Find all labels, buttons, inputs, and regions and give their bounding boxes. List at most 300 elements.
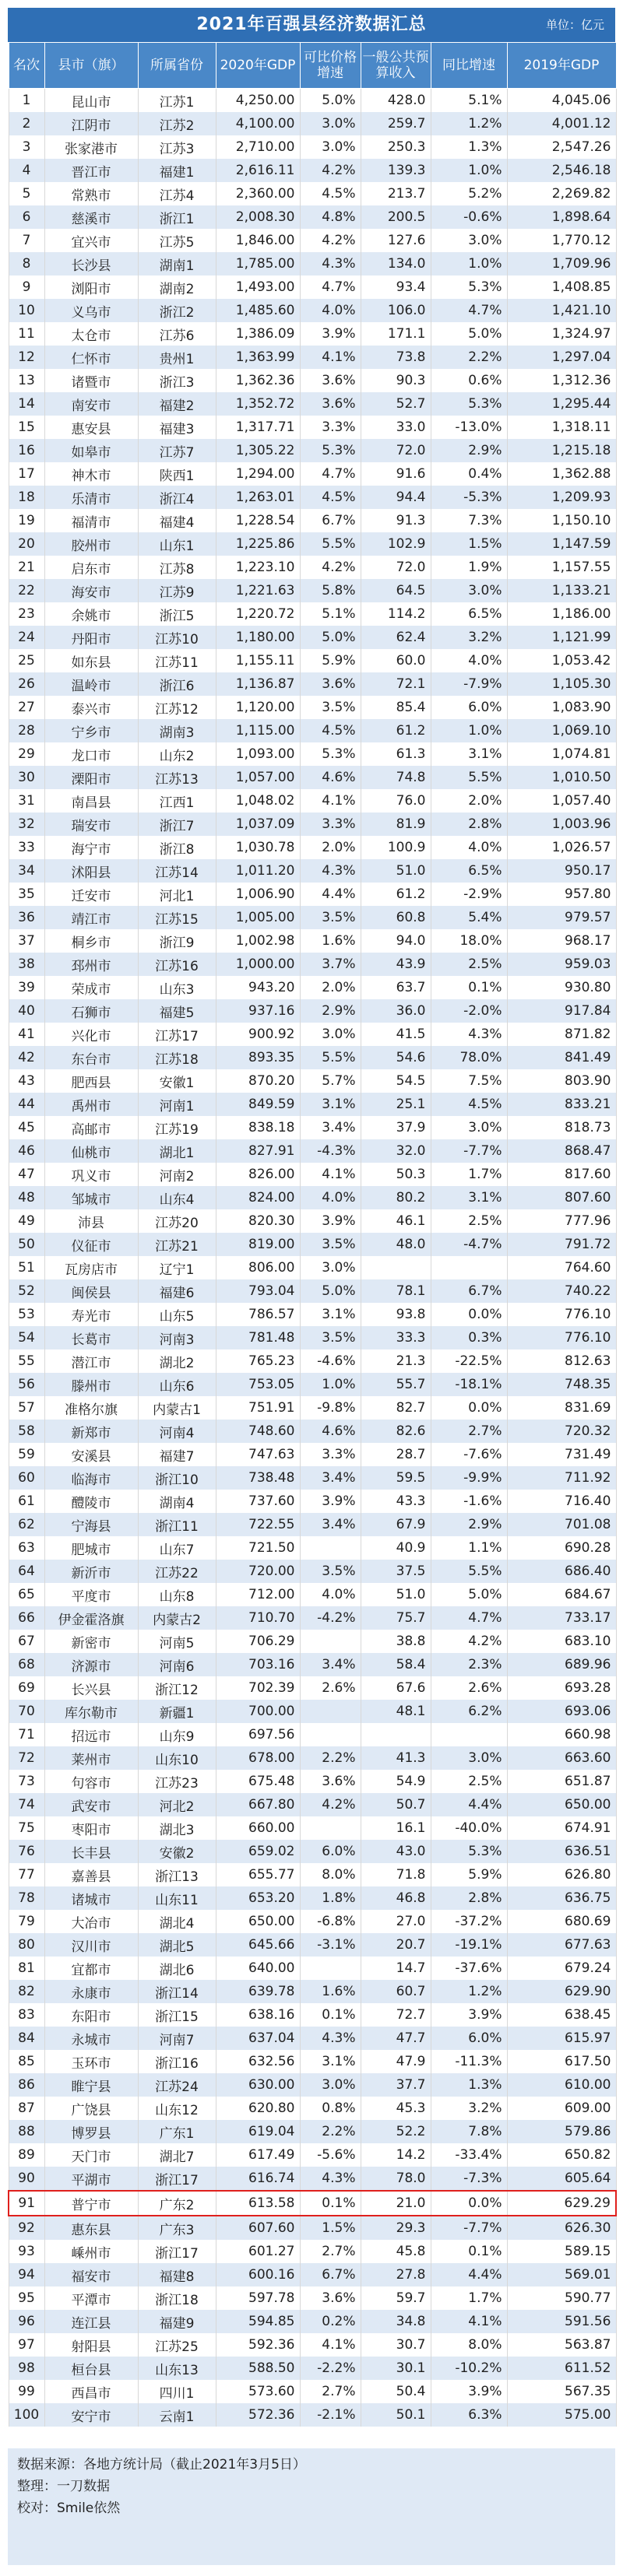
cell-gdp-2020: 592.36 [216,2333,300,2357]
cell-county: 安宁市 [44,2403,138,2427]
cell-county: 枣阳市 [44,1816,138,1840]
cell-revenue-yoy: 0.4% [431,462,507,486]
cell-comparable-growth: 4.5% [300,719,361,742]
cell-rank: 80 [9,1933,44,1957]
cell-gdp-2020: 645.66 [216,1933,300,1957]
cell-revenue-yoy: -19.1% [431,1933,507,1957]
cell-budget-revenue: 55.7 [361,1373,431,1396]
cell-gdp-2020: 1,120.00 [216,696,300,719]
table-row [9,509,616,532]
cell-revenue-yoy: 4.4% [431,2263,507,2286]
cell-gdp-2020: 632.56 [216,2050,300,2073]
table-row [9,649,616,672]
cell-revenue-yoy: 3.9% [431,2380,507,2403]
cell-rank: 35 [9,883,44,906]
table-row [9,1676,616,1700]
cell-province: 浙江14 [138,1980,216,2003]
cell-county: 寿光市 [44,1303,138,1326]
cell-revenue-yoy: 2.9% [431,1513,507,1536]
cell-revenue-yoy: 5.0% [431,1583,507,1606]
cell-county: 醴陵市 [44,1490,138,1513]
cell-rank: 53 [9,1303,44,1326]
cell-comparable-growth: 2.2% [300,2120,361,2143]
cell-county: 仁怀市 [44,346,138,369]
table-row [9,1723,616,1746]
cell-rank: 59 [9,1443,44,1466]
cell-province: 福建7 [138,1443,216,1466]
table-row [9,1163,616,1186]
table-row [9,2263,616,2286]
cell-gdp-2020: 900.92 [216,1023,300,1046]
table-row [9,252,616,275]
cell-revenue-yoy: 2.7% [431,1420,507,1443]
cell-budget-revenue: 37.5 [361,1560,431,1583]
cell-gdp-2019: 701.08 [507,1513,616,1536]
cell-county: 迁安市 [44,883,138,906]
cell-gdp-2019: 693.28 [507,1676,616,1700]
cell-budget-revenue: 41.5 [361,1023,431,1046]
table-row [9,1046,616,1069]
cell-gdp-2019: 638.45 [507,2003,616,2027]
cell-rank: 54 [9,1326,44,1349]
cell-revenue-yoy: 3.0% [431,229,507,252]
cell-gdp-2020: 1,294.00 [216,462,300,486]
cell-rank: 85 [9,2050,44,2073]
cell-gdp-2020: 738.48 [216,1466,300,1490]
cell-revenue-yoy: 3.2% [431,2097,507,2120]
cell-revenue-yoy: -10.2% [431,2357,507,2380]
cell-province: 安徽1 [138,1069,216,1093]
cell-gdp-2020: 1,057.00 [216,766,300,789]
table-row [9,719,616,742]
cell-province: 浙江15 [138,2003,216,2027]
table-row [9,1513,616,1536]
cell-budget-revenue: 27.0 [361,1910,431,1933]
cell-rank: 75 [9,1816,44,1840]
cell-gdp-2020: 786.57 [216,1303,300,1326]
cell-gdp-2019: 590.77 [507,2286,616,2310]
cell-province: 江苏9 [138,579,216,602]
cell-province: 山东12 [138,2097,216,2120]
cell-gdp-2020: 620.80 [216,2097,300,2120]
cell-comparable-growth: -5.6% [300,2143,361,2167]
col-county-header: 县市（旗） [44,43,138,89]
cell-province: 湖南3 [138,719,216,742]
cell-comparable-growth: 3.9% [300,1209,361,1233]
cell-budget-revenue: 47.9 [361,2050,431,2073]
cell-gdp-2019: 1,186.00 [507,602,616,626]
cell-comparable-growth: 4.2% [300,1793,361,1816]
cell-gdp-2019: 1,312.36 [507,369,616,392]
cell-comparable-growth: 2.7% [300,2240,361,2263]
cell-comparable-growth: 1.0% [300,1373,361,1396]
cell-province: 江苏15 [138,906,216,929]
cell-gdp-2019: 626.30 [507,2216,616,2240]
cell-comparable-growth: 4.0% [300,1186,361,1209]
col-gdp2020-header: 2020年GDP [216,43,300,89]
cell-rank: 66 [9,1606,44,1630]
cell-rank: 83 [9,2003,44,2027]
cell-gdp-2019: 748.35 [507,1373,616,1396]
cell-county: 邳州市 [44,953,138,976]
cell-gdp-2020: 722.55 [216,1513,300,1536]
cell-rank: 33 [9,836,44,859]
table-row [9,1069,616,1093]
cell-revenue-yoy: 2.8% [431,1886,507,1910]
cell-gdp-2020: 637.04 [216,2027,300,2050]
cell-province: 浙江6 [138,672,216,696]
table-row [9,626,616,649]
cell-budget-revenue: 82.6 [361,1420,431,1443]
cell-comparable-growth: 3.4% [300,1653,361,1676]
cell-gdp-2019: 629.29 [507,2191,616,2216]
cell-revenue-yoy: 6.0% [431,696,507,719]
cell-revenue-yoy: -1.6% [431,1490,507,1513]
cell-county: 泰兴市 [44,696,138,719]
cell-rank: 1 [9,89,44,113]
table-row [9,369,616,392]
cell-province: 浙江2 [138,299,216,322]
cell-gdp-2019: 833.21 [507,1093,616,1116]
cell-province: 福建6 [138,1279,216,1303]
cell-gdp-2020: 4,250.00 [216,89,300,113]
cell-gdp-2020: 1,136.87 [216,672,300,696]
cell-rank: 44 [9,1093,44,1116]
cell-gdp-2020: 653.20 [216,1886,300,1910]
cell-gdp-2019: 917.84 [507,999,616,1023]
cell-comparable-growth: 0.8% [300,2097,361,2120]
cell-rank: 71 [9,1723,44,1746]
cell-budget-revenue: 72.7 [361,2003,431,2027]
cell-province: 山东8 [138,1583,216,1606]
cell-gdp-2020: 781.48 [216,1326,300,1349]
cell-comparable-growth: 5.0% [300,626,361,649]
cell-revenue-yoy: 0.6% [431,369,507,392]
cell-budget-revenue: 60.8 [361,906,431,929]
cell-county: 准格尔旗 [44,1396,138,1420]
cell-gdp-2020: 1,220.72 [216,602,300,626]
cell-rank: 42 [9,1046,44,1069]
cell-province: 江苏20 [138,1209,216,1233]
cell-comparable-growth: 3.5% [300,696,361,719]
table-row [9,1746,616,1770]
cell-province: 浙江5 [138,602,216,626]
cell-rank: 48 [9,1186,44,1209]
cell-rank: 96 [9,2310,44,2333]
cell-province: 江苏21 [138,1233,216,1256]
cell-comparable-growth: 0.1% [300,2191,361,2216]
cell-rank: 31 [9,789,44,812]
table-row [9,346,616,369]
cell-gdp-2020: 1,030.78 [216,836,300,859]
cell-rank: 78 [9,1886,44,1910]
cell-province: 贵州1 [138,346,216,369]
cell-rank: 29 [9,742,44,766]
cell-gdp-2019: 1,209.93 [507,486,616,509]
table-row [9,2310,616,2333]
col-yoy-header: 同比增速 [431,43,507,89]
cell-province: 江西1 [138,789,216,812]
cell-county: 高邮市 [44,1116,138,1139]
cell-rank: 24 [9,626,44,649]
cell-gdp-2019: 1,421.10 [507,299,616,322]
cell-comparable-growth: -6.8% [300,1910,361,1933]
cell-county: 瑞安市 [44,812,138,836]
col-revenue-header: 一般公共预算收入 [361,43,431,89]
cell-rank: 27 [9,696,44,719]
cell-budget-revenue: 81.9 [361,812,431,836]
cell-gdp-2020: 601.27 [216,2240,300,2263]
cell-budget-revenue: 71.8 [361,1863,431,1886]
cell-comparable-growth: 3.1% [300,1303,361,1326]
cell-revenue-yoy: -5.3% [431,486,507,509]
cell-county: 武安市 [44,1793,138,1816]
cell-comparable-growth: 4.6% [300,766,361,789]
cell-gdp-2020: 600.16 [216,2263,300,2286]
cell-revenue-yoy: 5.5% [431,766,507,789]
table-row [9,1793,616,1816]
cell-county: 招远市 [44,1723,138,1746]
cell-budget-revenue: 72.1 [361,672,431,696]
cell-gdp-2019: 605.64 [507,2167,616,2191]
cell-gdp-2019: 629.90 [507,1980,616,2003]
cell-budget-revenue: 50.3 [361,1163,431,1186]
cell-gdp-2020: 697.56 [216,1723,300,1746]
cell-budget-revenue: 47.7 [361,2027,431,2050]
cell-revenue-yoy: -37.6% [431,1957,507,1980]
cell-budget-revenue: 61.3 [361,742,431,766]
cell-comparable-growth: 4.1% [300,1163,361,1186]
table-row [9,1466,616,1490]
cell-gdp-2020: 638.16 [216,2003,300,2027]
table-row [9,1023,616,1046]
cell-budget-revenue: 82.7 [361,1396,431,1420]
cell-county: 兴化市 [44,1023,138,1046]
cell-budget-revenue: 14.2 [361,2143,431,2167]
cell-rank: 81 [9,1957,44,1980]
cell-revenue-yoy: -7.7% [431,2216,507,2240]
cell-county: 库尔勒市 [44,1700,138,1723]
cell-gdp-2020: 1,006.90 [216,883,300,906]
cell-rank: 2 [9,112,44,135]
cell-budget-revenue: 33.3 [361,1326,431,1349]
cell-budget-revenue: 91.3 [361,509,431,532]
cell-revenue-yoy: 6.2% [431,1700,507,1723]
cell-province: 云南1 [138,2403,216,2427]
cell-province: 湖北5 [138,1933,216,1957]
cell-gdp-2019: 680.69 [507,1910,616,1933]
table-row [9,2097,616,2120]
cell-rank: 49 [9,1209,44,1233]
cell-county: 广饶县 [44,2097,138,2120]
cell-budget-revenue: 74.8 [361,766,431,789]
cell-comparable-growth: 4.0% [300,299,361,322]
cell-rank: 30 [9,766,44,789]
cell-county: 仪征市 [44,1233,138,1256]
cell-comparable-growth: 4.8% [300,205,361,229]
cell-province: 山东7 [138,1536,216,1560]
cell-comparable-growth: 4.4% [300,883,361,906]
cell-comparable-growth: 6.0% [300,1840,361,1863]
cell-province: 辽宁1 [138,1256,216,1279]
cell-budget-revenue: 72.0 [361,439,431,462]
cell-budget-revenue: 61.2 [361,719,431,742]
cell-county: 浏阳市 [44,275,138,299]
cell-gdp-2020: 1,002.98 [216,929,300,953]
cell-county: 南安市 [44,392,138,416]
cell-province: 湖南4 [138,1490,216,1513]
cell-county: 句容市 [44,1770,138,1793]
cell-province: 河南5 [138,1630,216,1653]
table-row [9,229,616,252]
cell-revenue-yoy: 3.1% [431,1186,507,1209]
cell-budget-revenue: 52.2 [361,2120,431,2143]
cell-county: 桐乡市 [44,929,138,953]
cell-revenue-yoy: 3.0% [431,1746,507,1770]
cell-province: 山东10 [138,1746,216,1770]
table-row [9,1420,616,1443]
cell-revenue-yoy: 78.0% [431,1046,507,1069]
cell-revenue-yoy: 0.0% [431,1303,507,1326]
cell-gdp-2019: 716.40 [507,1490,616,1513]
cell-rank: 6 [9,205,44,229]
cell-budget-revenue: 91.6 [361,462,431,486]
cell-province: 福建5 [138,999,216,1023]
cell-province: 四川1 [138,2380,216,2403]
cell-rank: 11 [9,322,44,346]
table-row [9,1349,616,1373]
table-row [9,1933,616,1957]
cell-gdp-2020: 597.78 [216,2286,300,2310]
cell-county: 福清市 [44,509,138,532]
cell-gdp-2020: 660.00 [216,1816,300,1840]
cell-gdp-2019: 1,074.81 [507,742,616,766]
table-row [9,1326,616,1349]
table-row [9,883,616,906]
cell-province: 湖北2 [138,1349,216,1373]
cell-budget-revenue: 20.7 [361,1933,431,1957]
cell-gdp-2019: 626.80 [507,1863,616,1886]
cell-rank: 98 [9,2357,44,2380]
cell-revenue-yoy: 5.3% [431,392,507,416]
cell-gdp-2020: 667.80 [216,1793,300,1816]
cell-province: 浙江10 [138,1466,216,1490]
cell-province: 江苏13 [138,766,216,789]
cell-county: 启东市 [44,556,138,579]
cell-comparable-growth: 5.3% [300,439,361,462]
cell-budget-revenue: 45.8 [361,2240,431,2263]
cell-gdp-2019: 690.28 [507,1536,616,1560]
cell-gdp-2020: 1,485.60 [216,299,300,322]
table-row [9,2120,616,2143]
table-row [9,579,616,602]
cell-revenue-yoy: 3.0% [431,1116,507,1139]
cell-province: 江苏16 [138,953,216,976]
cell-rank: 17 [9,462,44,486]
cell-comparable-growth: 4.2% [300,556,361,579]
cell-gdp-2019: 615.97 [507,2027,616,2050]
cell-gdp-2020: 4,100.00 [216,112,300,135]
cell-county: 龙口市 [44,742,138,766]
cell-gdp-2020: 1,386.09 [216,322,300,346]
cell-revenue-yoy: -37.2% [431,1910,507,1933]
cell-gdp-2019: 817.60 [507,1163,616,1186]
cell-county: 汉川市 [44,1933,138,1957]
table-row [9,462,616,486]
cell-budget-revenue: 54.9 [361,1770,431,1793]
col-gdp2019-header: 2019年GDP [507,43,616,89]
cell-county: 晋江市 [44,159,138,182]
table-row [9,1490,616,1513]
table-row [9,1303,616,1326]
cell-revenue-yoy: 2.3% [431,1653,507,1676]
table-row [9,1957,616,1980]
cell-revenue-yoy: 7.5% [431,1069,507,1093]
cell-gdp-2019: 812.63 [507,1349,616,1373]
cell-gdp-2019: 2,547.26 [507,135,616,159]
cell-province: 浙江16 [138,2050,216,2073]
cell-revenue-yoy: 4.7% [431,299,507,322]
cell-rank: 70 [9,1700,44,1723]
cell-rank: 67 [9,1630,44,1653]
cell-county: 连江县 [44,2310,138,2333]
cell-rank: 19 [9,509,44,532]
cell-province: 广东1 [138,2120,216,2143]
cell-rank: 65 [9,1583,44,1606]
cell-rank: 82 [9,1980,44,2003]
cell-gdp-2019: 803.90 [507,1069,616,1093]
cell-revenue-yoy: 7.8% [431,2120,507,2143]
cell-gdp-2020: 594.85 [216,2310,300,2333]
cell-province: 河北1 [138,883,216,906]
cell-rank: 39 [9,976,44,999]
cell-comparable-growth: 3.0% [300,112,361,135]
cell-revenue-yoy: -7.7% [431,1139,507,1163]
cell-budget-revenue: 93.4 [361,275,431,299]
cell-province: 湖北7 [138,2143,216,2167]
cell-gdp-2019: 569.01 [507,2263,616,2286]
cell-revenue-yoy: -33.4% [431,2143,507,2167]
cell-rank: 95 [9,2286,44,2310]
cell-revenue-yoy: 1.0% [431,159,507,182]
cell-gdp-2020: 712.00 [216,1583,300,1606]
cell-gdp-2019: 1,057.40 [507,789,616,812]
cell-comparable-growth: 4.5% [300,182,361,205]
cell-comparable-growth: 4.6% [300,1420,361,1443]
cell-county: 诸城市 [44,1886,138,1910]
cell-gdp-2020: 2,710.00 [216,135,300,159]
cell-comparable-growth: 3.5% [300,1233,361,1256]
cell-gdp-2020: 703.16 [216,1653,300,1676]
cell-gdp-2020: 659.02 [216,1840,300,1863]
cell-county: 义乌市 [44,299,138,322]
cell-gdp-2020: 1,221.63 [216,579,300,602]
cell-gdp-2019: 871.82 [507,1023,616,1046]
cell-gdp-2019: 1,770.12 [507,229,616,252]
cell-province: 江苏6 [138,322,216,346]
cell-rank: 57 [9,1396,44,1420]
cell-comparable-growth: 0.2% [300,2310,361,2333]
cell-gdp-2020: 1,352.72 [216,392,300,416]
cell-gdp-2019: 677.63 [507,1933,616,1957]
cell-province: 湖北6 [138,1957,216,1980]
table-row [9,1910,616,1933]
cell-rank: 16 [9,439,44,462]
cell-budget-revenue: 61.2 [361,883,431,906]
cell-revenue-yoy: 5.3% [431,1840,507,1863]
table-row [9,275,616,299]
cell-comparable-growth: -4.3% [300,1139,361,1163]
